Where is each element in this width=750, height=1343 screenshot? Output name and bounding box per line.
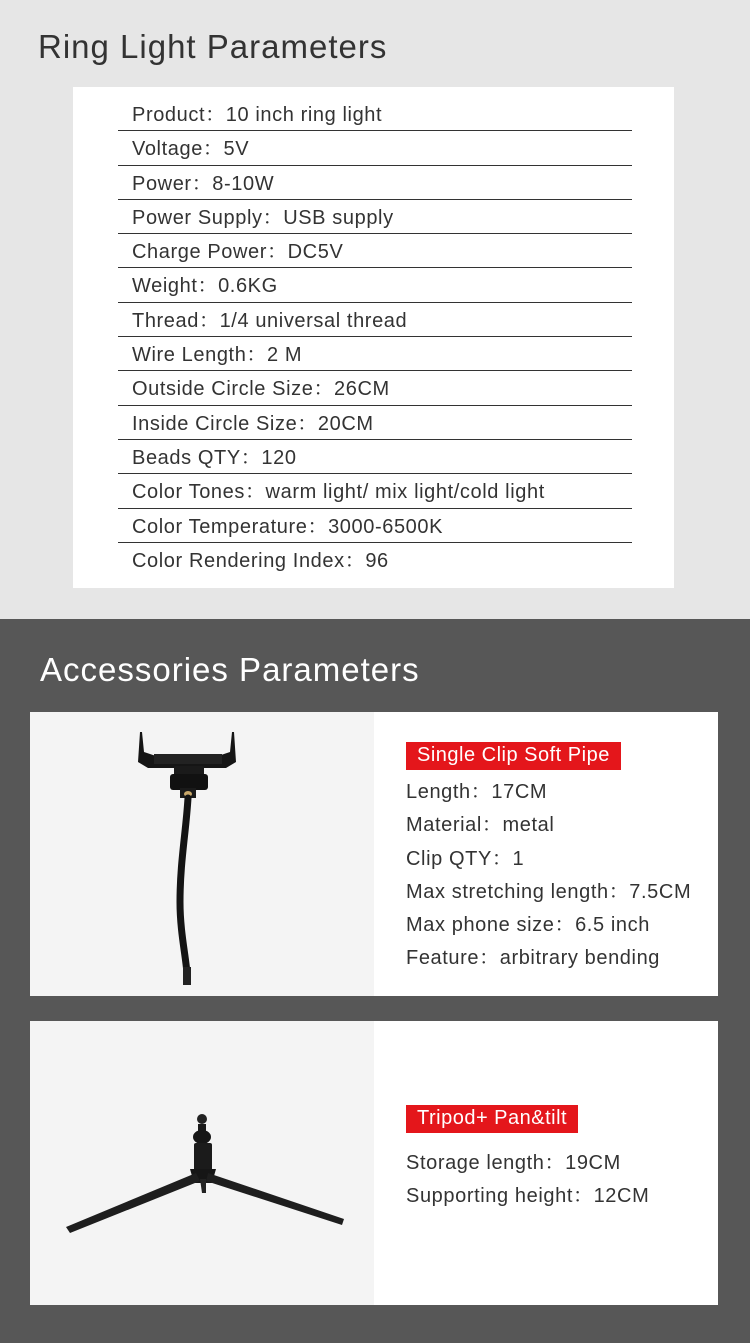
clip-qty: Clip QTY：1	[406, 847, 525, 870]
ring-light-section	[0, 0, 750, 619]
tripod-storage-length: Storage length：19CM	[406, 1152, 621, 1174]
tripod-badge: Tripod+ Pan&tilt	[406, 1105, 578, 1133]
tripod-image	[30, 1021, 374, 1305]
accessories-section	[0, 619, 750, 1343]
tripod-specs	[406, 1105, 649, 1214]
spec-row-wire-length: Wire Length：2 M	[118, 337, 632, 371]
ring-light-title: Ring Light Parameters	[38, 28, 388, 65]
clip-feature: Feature：arbitrary bending	[406, 947, 661, 970]
spec-row-voltage: Voltage：5V	[118, 131, 632, 165]
spec-row-color-tones: Color Tones：warm light/ mix light/cold light	[118, 474, 632, 508]
spec-row-power: Power：8-10W	[118, 166, 632, 200]
spec-row-color-temperature: Color Temperature：3000-6500K	[118, 509, 632, 543]
spec-row-weight: Weight：0.6KG	[118, 268, 632, 302]
clip-image	[30, 712, 374, 996]
spec-row-inside-circle: Inside Circle Size：20CM	[118, 406, 632, 440]
spec-row-outside-circle: Outside Circle Size：26CM	[118, 371, 632, 405]
clip-max-phone: Max phone size：6.5 inch	[406, 914, 650, 937]
spec-list	[118, 97, 632, 577]
spec-row-product: Product：10 inch ring light	[118, 97, 632, 131]
spec-row-power-supply: Power Supply：USB supply	[118, 200, 632, 234]
tripod-supporting-height: Supporting height：12CM	[406, 1185, 650, 1208]
clip-specs	[406, 742, 691, 976]
spec-row-thread: Thread：1/4 universal thread	[118, 303, 632, 337]
clip-card	[30, 712, 718, 996]
clip-max-stretch: Max stretching length：7.5CM	[406, 880, 692, 903]
accessories-title: Accessories Parameters	[40, 651, 420, 688]
clip-material: Material：metal	[406, 814, 555, 837]
clip-badge: Single Clip Soft Pipe	[406, 742, 621, 770]
tripod-card	[30, 1021, 718, 1305]
clip-length: Length：17CM	[406, 781, 548, 803]
spec-row-beads-qty: Beads QTY：120	[118, 440, 632, 474]
tripod-icon	[30, 1021, 374, 1305]
phone-clip-gooseneck-icon	[30, 712, 374, 996]
ring-light-spec-card	[73, 87, 674, 588]
spec-row-cri: Color Rendering Index：96	[132, 549, 389, 572]
spec-row-charge-power: Charge Power：DC5V	[118, 234, 632, 268]
